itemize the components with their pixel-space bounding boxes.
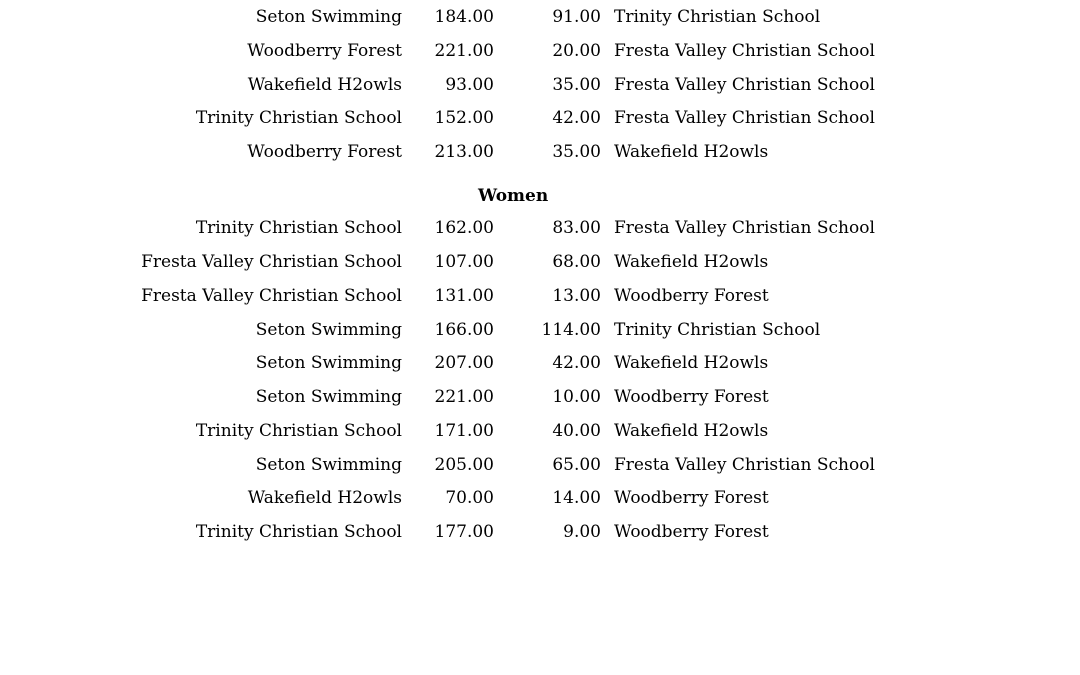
team-a-name: Trinity Christian School <box>195 522 402 542</box>
result-row <box>0 137 1080 167</box>
team-a-name: Seton Swimming <box>255 353 402 373</box>
team-b-name: Trinity Christian School <box>614 320 821 340</box>
team-a-score: 207.00 <box>434 353 494 373</box>
team-b-name: Fresta Valley Christian School <box>614 218 875 238</box>
team-a-score: 205.00 <box>434 455 494 475</box>
team-b-name: Woodberry Forest <box>614 488 769 508</box>
team-a-score: 171.00 <box>434 421 494 441</box>
result-row <box>0 450 1080 480</box>
team-b-score: 9.00 <box>563 522 601 542</box>
result-row <box>0 416 1080 446</box>
team-a-score: 107.00 <box>434 252 494 272</box>
team-a-score: 177.00 <box>434 522 494 542</box>
result-row <box>0 70 1080 100</box>
team-a-score: 221.00 <box>434 41 494 61</box>
team-a-name: Woodberry Forest <box>247 41 402 61</box>
team-b-score: 65.00 <box>552 455 601 475</box>
team-b-score: 83.00 <box>552 218 601 238</box>
team-a-name: Seton Swimming <box>255 455 402 475</box>
team-b-score: 20.00 <box>552 41 601 61</box>
team-a-score: 221.00 <box>434 387 494 407</box>
team-a-name: Seton Swimming <box>255 387 402 407</box>
team-a-score: 213.00 <box>434 142 494 162</box>
team-b-score: 68.00 <box>552 252 601 272</box>
section-heading-women: Women <box>478 186 549 206</box>
team-b-name: Fresta Valley Christian School <box>614 455 875 475</box>
team-a-score: 152.00 <box>434 108 494 128</box>
team-b-score: 35.00 <box>552 75 601 95</box>
team-b-score: 35.00 <box>552 142 601 162</box>
result-row <box>0 247 1080 277</box>
result-row <box>0 348 1080 378</box>
team-a-score: 70.00 <box>445 488 494 508</box>
result-row <box>0 103 1080 133</box>
team-a-name: Wakefield H2owls <box>247 488 402 508</box>
team-b-name: Fresta Valley Christian School <box>614 108 875 128</box>
team-b-name: Wakefield H2owls <box>614 353 769 373</box>
team-b-name: Wakefield H2owls <box>614 421 769 441</box>
team-a-name: Trinity Christian School <box>195 421 402 441</box>
team-b-score: 13.00 <box>552 286 601 306</box>
result-row <box>0 213 1080 243</box>
team-a-score: 166.00 <box>434 320 494 340</box>
team-b-score: 114.00 <box>541 320 601 340</box>
team-a-name: Trinity Christian School <box>195 218 402 238</box>
result-row <box>0 382 1080 412</box>
team-b-name: Woodberry Forest <box>614 387 769 407</box>
team-b-score: 40.00 <box>552 421 601 441</box>
team-a-score: 184.00 <box>434 7 494 27</box>
team-b-name: Fresta Valley Christian School <box>614 41 875 61</box>
team-a-name: Seton Swimming <box>255 7 402 27</box>
team-a-name: Woodberry Forest <box>247 142 402 162</box>
team-b-name: Trinity Christian School <box>614 7 821 27</box>
team-a-score: 162.00 <box>434 218 494 238</box>
team-a-name: Trinity Christian School <box>195 108 402 128</box>
result-row <box>0 36 1080 66</box>
team-b-score: 14.00 <box>552 488 601 508</box>
team-a-name: Fresta Valley Christian School <box>141 252 402 272</box>
team-a-name: Wakefield H2owls <box>247 75 402 95</box>
result-row <box>0 483 1080 513</box>
team-a-name: Seton Swimming <box>255 320 402 340</box>
team-b-name: Wakefield H2owls <box>614 252 769 272</box>
team-b-score: 42.00 <box>552 108 601 128</box>
result-row <box>0 315 1080 345</box>
team-b-name: Fresta Valley Christian School <box>614 75 875 95</box>
team-b-score: 42.00 <box>552 353 601 373</box>
result-row <box>0 517 1080 547</box>
team-b-name: Woodberry Forest <box>614 522 769 542</box>
team-a-score: 93.00 <box>445 75 494 95</box>
team-b-name: Woodberry Forest <box>614 286 769 306</box>
result-row <box>0 2 1080 32</box>
team-a-score: 131.00 <box>434 286 494 306</box>
team-b-name: Wakefield H2owls <box>614 142 769 162</box>
result-row <box>0 281 1080 311</box>
team-b-score: 91.00 <box>552 7 601 27</box>
team-a-name: Fresta Valley Christian School <box>141 286 402 306</box>
team-b-score: 10.00 <box>552 387 601 407</box>
